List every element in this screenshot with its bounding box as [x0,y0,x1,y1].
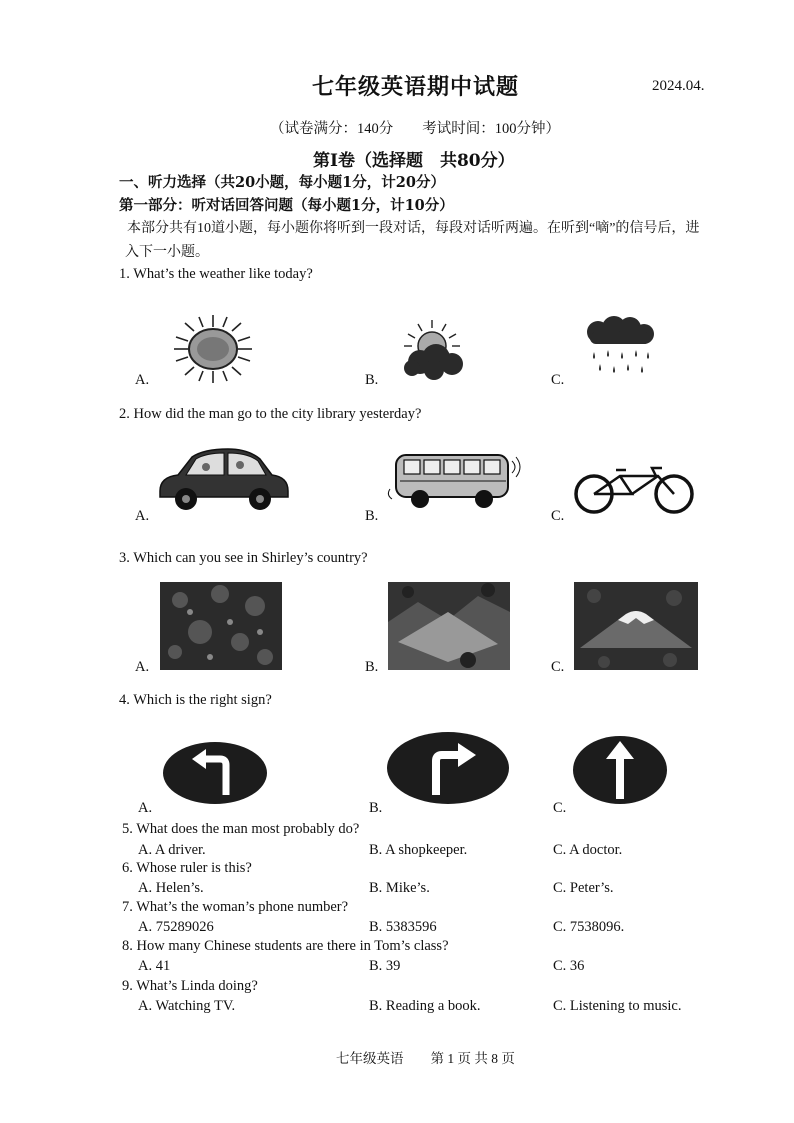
question-7: 7. What’s the woman’s phone number? [122,899,349,915]
exam-date: 2024.04. [652,78,705,94]
q1-label-b: B. [365,372,379,388]
question-9: 9. What’s Linda doing? [122,978,258,994]
q9-option-c[interactable]: C. Listening to music. [553,998,682,1014]
photo-b [388,582,510,670]
question-3: 3. Which can you see in Shirley’s country? [119,550,368,566]
bus-icon [388,449,522,511]
q2-label-a: A. [135,508,150,524]
q4-label-a: A. [138,800,153,816]
q3-label-b: B. [365,659,379,675]
q4-label-c: C. [553,800,567,816]
q5-option-c[interactable]: C. A doctor. [553,842,623,858]
q7-option-c[interactable]: C. 7538096. [553,919,625,935]
instructions: 本部分共有10道小题，每小题你将听到一段对话，每段对话听两遍。在听到“嘀”的信号后，进入下一小题。 [125,221,700,260]
mountain-photo [574,582,698,670]
q6-option-b[interactable]: B. Mike’s. [369,880,430,896]
q1-label-c: C. [551,372,565,388]
photo-a [160,582,282,670]
q8-option-a[interactable]: A. 41 [138,958,171,974]
q3-label-a: A. [135,659,150,675]
sunny-icon [172,313,254,385]
section-title: 一、听力选择（共20小题，每小题1分，计20分） [119,174,445,191]
rainy-icon [582,316,658,380]
turn-right-sign-icon [386,731,510,805]
question-1: 1. What’s the weather like today? [119,266,313,282]
q4-label-b: B. [369,800,383,816]
turn-left-sign-icon [162,741,268,805]
exam-subtitle: （试卷满分：140分 考试时间：100分钟） [270,121,560,137]
q2-label-c: C. [551,508,565,524]
question-2: 2. How did the man go to the city library yesterday? [119,406,422,422]
q7-option-b[interactable]: B. 5383596 [369,919,437,935]
q6-option-c[interactable]: C. Peter’s. [553,880,614,896]
q3-label-c: C. [551,659,565,675]
page-footer: 七年级英语 第 1 页 共 8 页 [336,1051,515,1066]
go-straight-sign-icon [572,735,668,805]
q5-option-a[interactable]: A. A driver. [138,842,206,858]
q5-option-b[interactable]: B. A shopkeeper. [369,842,468,858]
q9-option-b[interactable]: B. Reading a book. [369,998,481,1014]
q7-option-a[interactable]: A. 75289026 [138,919,214,935]
part-heading: 第一部分：听对话回答问题（每小题1分，计10分） [119,197,454,214]
cloudy-icon [398,318,470,380]
q9-option-a[interactable]: A. Watching TV. [138,998,236,1014]
bicycle-icon [572,468,698,514]
exam-title: 七年级英语期中试题 [312,74,520,100]
question-5: 5. What does the man most probably do? [122,821,360,837]
q8-option-c[interactable]: C. 36 [553,958,585,974]
question-6: 6. Whose ruler is this? [122,860,252,876]
car-icon [156,447,292,511]
q1-label-a: A. [135,372,150,388]
question-4: 4. Which is the right sign? [119,692,272,708]
question-8: 8. How many Chinese students are there in Tom’s class? [122,938,449,954]
q6-option-a[interactable]: A. Helen’s. [138,880,204,896]
part-title: 第Ⅰ卷（选择题 共80分） [313,151,515,171]
q2-label-b: B. [365,508,379,524]
q8-option-b[interactable]: B. 39 [369,958,401,974]
